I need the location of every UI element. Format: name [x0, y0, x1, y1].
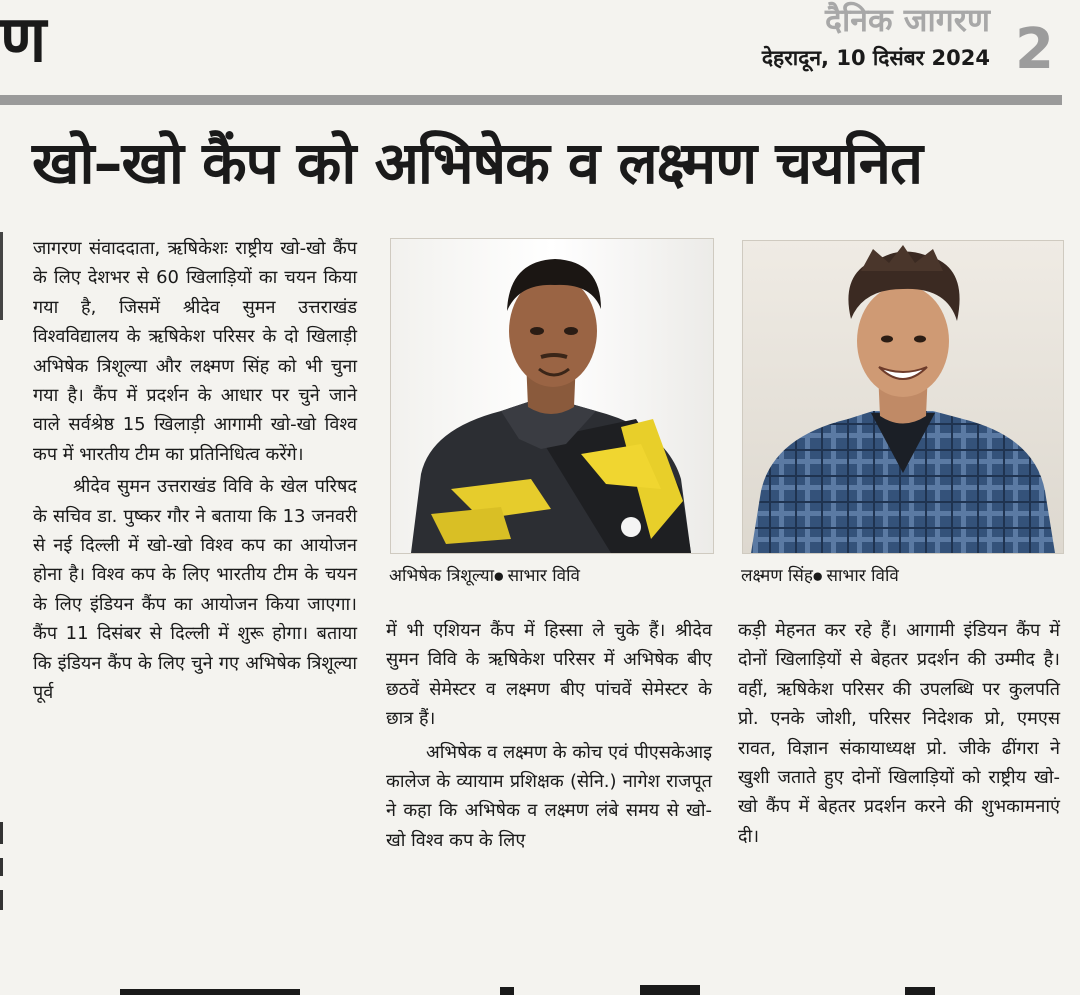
next-headline-clipped: [0, 975, 1080, 995]
masthead-rule: [0, 95, 1062, 105]
caption-name: लक्ष्मण सिंह: [741, 566, 813, 586]
article-paragraph: जागरण संवाददाता, ऋषिकेशः राष्ट्रीय खो-खो कैंप के लिए देशभर से 60 खिलाड़ियों का चयन किया गया है, जिसमें श्रीदेव सुमन उत्तराखंड विश्वविद्यालय के ऋषिकेश परिसर के दो खिलाड़ी अभिषेक त्रिशूल्या और लक्ष्मण सिंह को भी चुना गया है। कैंप में प्रदर्शन के आधार पर चुने जाने वाले सर्वश्रेष्ठ 15 खिलाड़ी आगामी खो-खो विश्व कप में भारतीय टीम का प्रतिनिधित्व करेंगे।: [33, 238, 357, 465]
player-photo-1: [391, 239, 713, 553]
headline: खो–खो कैंप को अभिषेक व लक्ष्मण चयनित: [32, 129, 923, 197]
player-photo-2: [743, 241, 1063, 553]
article-paragraph: में भी एशियन कैंप में हिस्सा ले चुके हैं। श्रीदेव सुमन विवि के ऋषिकेश परिसर में अभिषेक बीए छठवें सेमेस्टर व लक्ष्मण बीए पांचवें सेमेस्टर के छात्र हैं।: [386, 620, 712, 730]
article-column-1: [33, 234, 357, 708]
photo-lakshman: [742, 240, 1064, 554]
caption-credit: साभार विवि: [826, 566, 899, 586]
article-paragraph: कड़ी मेहनत कर रहे हैं। आगामी इंडियन कैंप में दोनों खिलाड़ियों से बेहतर प्रदर्शन की उम्मीद है। वहीं, ऋषिकेश परिसर की उपलब्धि पर कुलपति प्रो. एनके जोशी, परिसर निदेशक प्रो, एमएस रावत, विज्ञान संकायाध्यक्ष प्रो. जीके ढींगरा ने खुशी जताते हुए दोनों खिलाड़ियों को राष्ट्रीय खो-खो कैंप में बेहतर प्रदर्शन करने की शुभकामनाएं दी।: [738, 620, 1060, 847]
article-paragraph: श्रीदेव सुमन उत्तराखंड विवि के खेल परिषद के सचिव डा. पुष्कर गौर ने बताया कि 13 जनवरी से नई दिल्ली में खो-खो विश्व कप का आयोजन होना है। विश्व कप के लिए भारतीय टीम के चयन के लिए इंडियन कैंप का आयोजन किया जाएगा। कैंप 11 दिसंबर से दिल्ली में शुरू होगा। बताया कि इंडियन कैंप के लिए चुने गए अभिषेक त्रिशूल्या पूर्व: [33, 476, 357, 704]
newspaper-brand: दैनिक जागरण: [824, 1, 990, 39]
neighbour-column-marks: [0, 822, 4, 910]
caption-name: अभिषेक त्रिशूल्या: [389, 566, 495, 586]
dateline: देहरादून, 10 दिसंबर 2024: [761, 45, 990, 70]
photo-abhishek: [390, 238, 714, 554]
previous-page-title-fragment: ण: [0, 3, 45, 77]
photo-caption-1: [389, 566, 580, 586]
page-number: 2: [1015, 17, 1054, 82]
caption-separator: ●: [494, 569, 504, 583]
article-column-2: [386, 616, 712, 855]
masthead: [761, 1, 990, 72]
photo-caption-2: [741, 566, 899, 586]
caption-separator: ●: [812, 569, 823, 583]
article-column-3: [738, 616, 1060, 851]
caption-credit: साभार विवि: [507, 566, 580, 586]
neighbour-column-edge: [0, 232, 3, 320]
article-paragraph: अभिषेक व लक्ष्मण के कोच एवं पीएसकेआइ कालेज के व्यायाम प्रशिक्षक (सेनि.) नागेश राजपूत ने कहा कि अभिषेक व लक्ष्मण लंबे समय से खो-खो विश्व कप के लिए: [386, 741, 712, 851]
